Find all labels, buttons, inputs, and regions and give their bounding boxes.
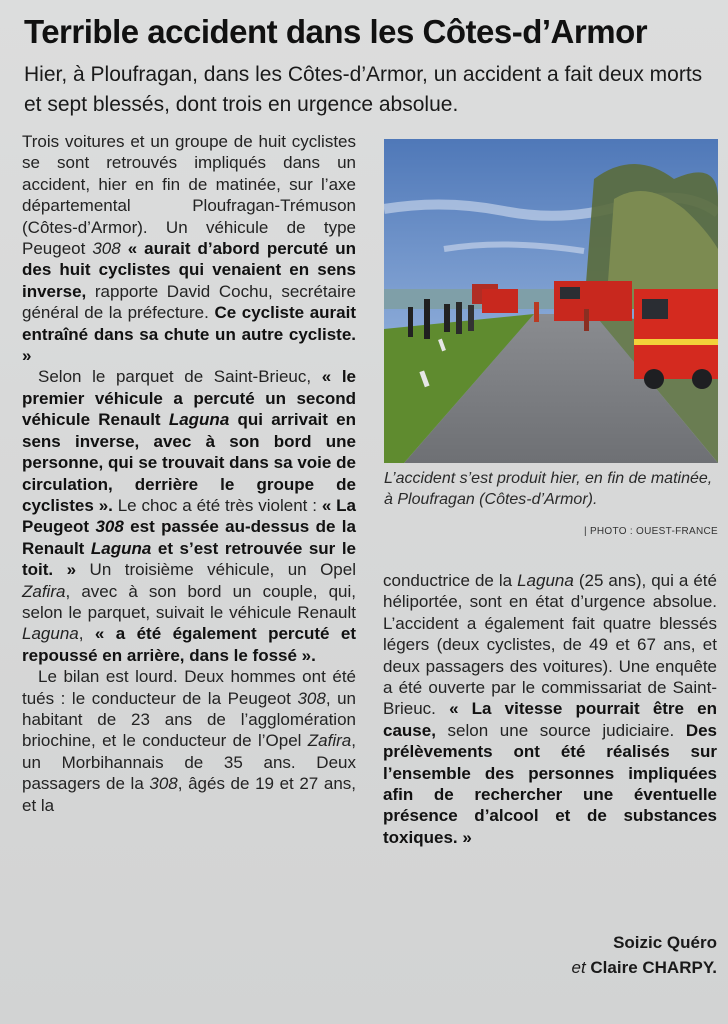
quote-bold: est passée au-dessus de la Renault: [22, 517, 356, 558]
right-column: [383, 570, 717, 848]
left-column: [22, 131, 356, 816]
text-italic: Zafira: [22, 581, 66, 601]
quote-bold: « a été également percuté et repoussé en arrière, dans le fossé ».: [22, 624, 356, 665]
text-italic: Laguna: [517, 571, 574, 590]
paragraph-1: [22, 131, 356, 366]
text-italic: Laguna: [22, 624, 79, 644]
photo-credit: | PHOTO : OUEST-FRANCE: [583, 526, 718, 537]
author-2: [383, 955, 717, 980]
quote-bold: Des prélèvements ont été réalisés sur l’ensemble des personnes impliquées afin de rechercher une éventuelle présence d’alcool et de substances toxiques. »: [383, 720, 717, 847]
quote-bold: « La Peugeot: [22, 495, 356, 537]
text: , âgés de 19 et 27 ans, et la: [22, 774, 356, 815]
text-italic: 308: [95, 517, 124, 537]
text-italic: 308: [149, 774, 178, 794]
headline: Terrible accident dans les Côtes-d’Armor: [24, 13, 648, 50]
text-italic: Laguna: [90, 538, 152, 558]
author-2-name: Claire CHARPY.: [585, 958, 717, 977]
text-italic: 308: [297, 688, 326, 708]
quote-bold: et s’est retrouvée sur le toit. »: [22, 538, 357, 580]
deck-summary: Hier, à Ploufragan, dans les Côtes-d’Armor, un accident a fait deux morts et sept blessés, dont trois en urgence absolue.: [24, 63, 703, 116]
text: Le bilan est lourd. Deux hommes ont été tués : le conducteur de la Peugeot: [22, 667, 356, 708]
text-italic: Laguna: [168, 410, 230, 430]
paragraph-2: [22, 366, 356, 666]
text: (25 ans), qui a été héliportée, sont en état d’urgence absolue. L’accident a également fait quatre blessés légers (deux cyclistes, de 49 et 67 ans, et deux passagers des voitures). Une enquête a été ouverte par le commissariat de Saint-Brieuc.: [383, 571, 717, 719]
text-italic: Zafira: [307, 731, 352, 751]
paragraph-4: [383, 570, 717, 848]
text: Un troisième véhicule, un Opel: [76, 560, 356, 580]
quote-bold: « le premier véhicule a percuté un second véhicule Renault: [22, 367, 356, 430]
author-2-prefix: et: [571, 958, 586, 977]
text-italic: 308: [92, 239, 121, 259]
text: , un habitant de 23 ans de l’agglomération briochine, et le conducteur de l’Opel: [22, 688, 356, 751]
accident-scene-illustration: [384, 139, 718, 463]
text: ,: [78, 624, 95, 644]
text: , un Morbihannais de 35 ans. Deux passagers de la: [22, 731, 356, 794]
text: Le choc a été très violent :: [112, 495, 322, 515]
quote-bold: qui arrivait en sens inverse, avec à son bord une personne, qui se trouvait dans sa voie de circulation, derrière le groupe de cyclistes ».: [22, 410, 356, 515]
text: Trois voitures et un groupe de huit cyclistes se sont retrouvés impliqués dans un accident, hier en fin de matinée, sur l’axe départemental Ploufragan-Trémuson (Côtes-d’Armor). Un véhicule de type Peugeot: [22, 132, 356, 259]
quote-bold: Ce cycliste aurait entraîné dans sa chute un autre cycliste. »: [22, 303, 356, 366]
text: Selon le parquet de Saint-Brieuc,: [38, 367, 322, 387]
quote-bold: « aurait d’abord percuté un des huit cyclistes qui venaient en sens inverse,: [22, 239, 356, 301]
accident-photo: [384, 139, 718, 463]
byline: [383, 930, 717, 980]
photo-caption: L’accident s’est produit hier, en fin de matinée, à Ploufragan (Côtes-d’Armor).: [384, 470, 713, 508]
author-1: Soizic Quéro: [613, 933, 717, 952]
paragraph-3: [22, 666, 356, 816]
text: conductrice de la: [383, 571, 518, 590]
text: selon une source judiciaire.: [435, 720, 686, 740]
text: , avec à son bord un couple, qui, selon le parquet, suivait le véhicule Renault: [22, 581, 356, 622]
quote-bold: « La vitesse pourrait être en cause,: [383, 699, 717, 740]
text: rapporte David Cochu, secrétaire général de la préfecture.: [22, 281, 356, 323]
